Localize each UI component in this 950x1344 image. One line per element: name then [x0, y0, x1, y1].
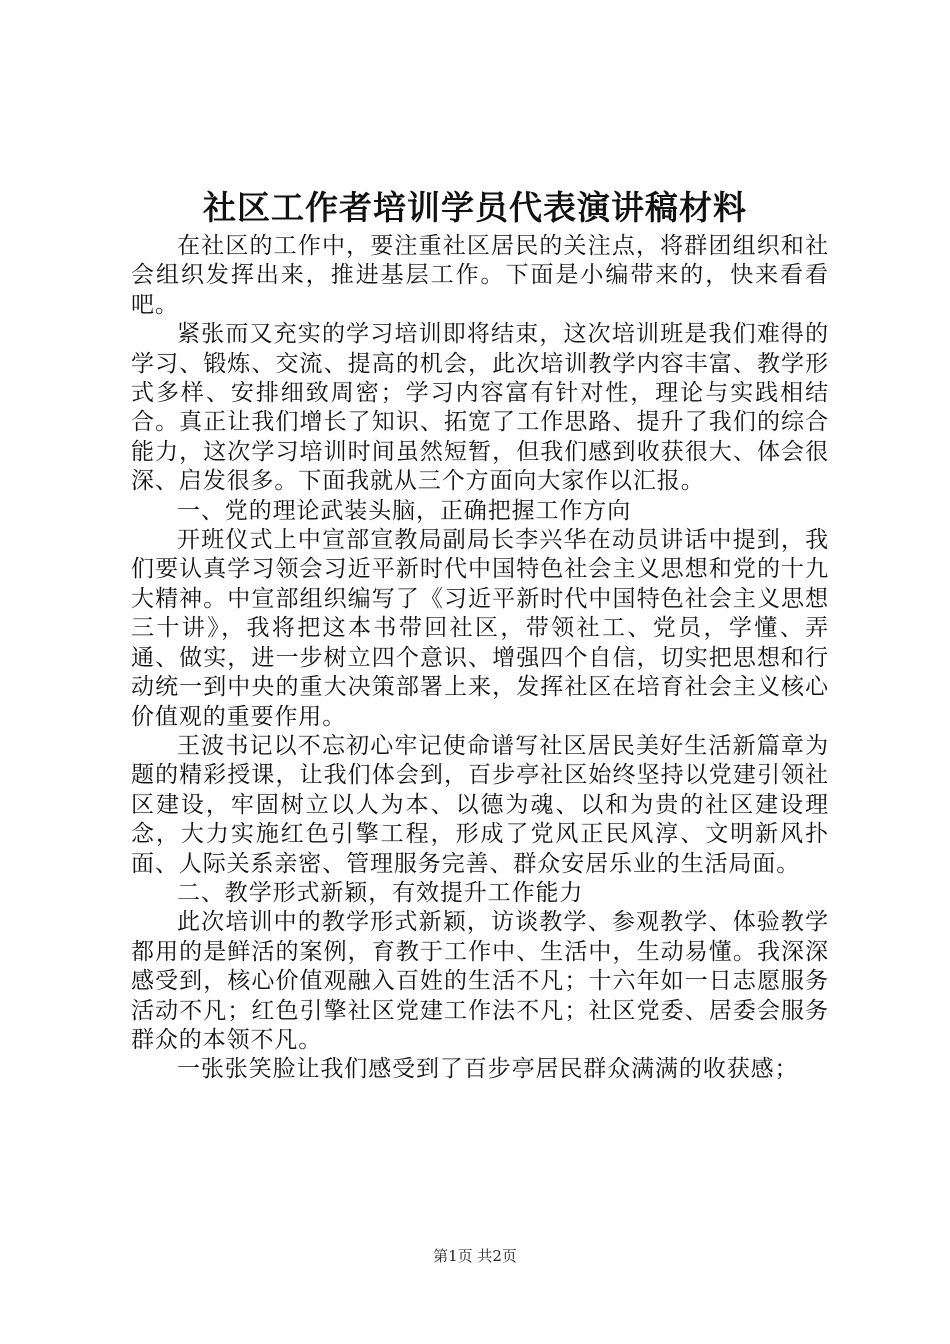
document-title: 社区工作者培训学员代表演讲稿材料: [203, 188, 747, 227]
section-heading-2: 二、教学形式新颖，有效提升工作能力: [177, 879, 584, 906]
document-body: [131, 232, 829, 1085]
page-number-footer: 第1页 共2页: [433, 1247, 517, 1265]
paragraph-training-summary: 紧张而又充实的学习培训即将结束，这次培训班是我们难得的学习、锻炼、交流、提高的机会，此次培训教学内容丰富、教学形式多样、安排细致周密；学习内容富有针对性，理论与实践相结合。真正让我们增长了知识、拓宽了工作思路、提升了我们的综合能力，这次学习培训时间虽然短暂，但我们感到收获很大、体会很深、启发很多。下面我就从三个方面向大家作以汇报。: [131, 321, 829, 495]
paragraph-theory: 开班仪式上中宣部宣教局副局长李兴华在动员讲话中提到，我们要认真学习领会习近平新时代中国特色社会主义思想和党的十九大精神。中宣部组织编写了《习近平新时代中国特色社会主义思想三十讲》，我将把这本书带回社区，带领社工、党员，学懂、弄通、做实，进一步树立四个意识、增强四个自信，切实把思想和行动统一到中央的重大决策部署上来，发挥社区在培育社会主义核心价值观的重要作用。: [131, 527, 829, 730]
paragraph-lecture: 王波书记以不忘初心牢记使命谱写社区居民美好生活新篇章为题的精彩授课，让我们体会到，百步亭社区始终坚持以党建引领社区建设，牢固树立以人为本、以德为魂、以和为贵的社区建设理念，大力实施红色引擎工程，形成了党风正民风淳、文明新风扑面、人际关系亲密、管理服务完善、群众安居乐业的生活局面。: [131, 732, 829, 877]
paragraph-smiles: 一张张笑脸让我们感受到了百步亭居民群众满满的收获感；: [177, 1056, 799, 1083]
paragraph-teaching-forms: 此次培训中的教学形式新颖，访谈教学、参观教学、体验教学都用的是鲜活的案例，育教于工作中、生活中，生动易懂。我深深感受到，核心价值观融入百姓的生活不凡；十六年如一日志愿服务活动不凡；红色引擎社区党建工作法不凡；社区党委、居委会服务群众的本领不凡。: [131, 909, 829, 1053]
paragraph-intro: 在社区的工作中，要注重社区居民的关注点，将群团组织和社会组织发挥出来，推进基层工作。下面是小编带来的，快来看看吧。: [131, 233, 829, 318]
section-heading-1: 一、党的理论武装头脑，正确把握工作方向: [177, 497, 632, 524]
